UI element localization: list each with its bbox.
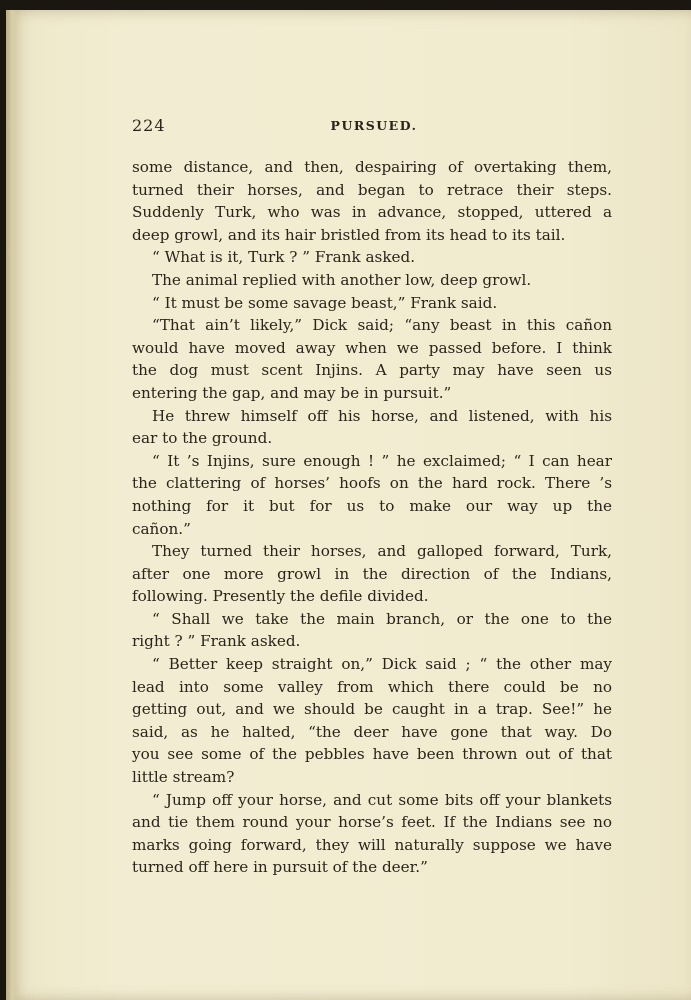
text-line: He threw himself off his horse, and listened, with his [152, 406, 612, 425]
page-number: 224 [132, 116, 166, 135]
text-line: the clattering of horses’ hoofs on the hard rock. There ’s [132, 474, 612, 493]
text-line: right ? ” Frank asked. [132, 632, 301, 651]
text-line: The animal replied with another low, deep growl. [152, 270, 532, 289]
text-line: turned off here in pursuit of the deer.” [132, 858, 428, 877]
text-line: “ It ’s Injins, sure enough ! ” he exclaimed; “ I can hear [152, 451, 612, 470]
text-line: turned their horses, and began to retrace their steps. [132, 180, 612, 199]
text-line: would have moved away when we passed before. I think [132, 338, 612, 357]
text-line: little stream? [132, 768, 235, 787]
text-line: nothing for it but for us to make our way up the [132, 496, 612, 515]
running-title: PURSUED. [330, 118, 418, 133]
text-line: “ It must be some savage beast,” Frank said. [152, 293, 498, 312]
text-line: said, as he halted, “the deer have gone that way. Do [132, 722, 612, 741]
text-line: They turned their horses, and galloped forward, Turk, [152, 542, 612, 561]
text-line: “ Shall we take the main branch, or the one to the [152, 609, 612, 628]
text-line: you see some of the pebbles have been thrown out of that [132, 745, 612, 764]
text-line: lead into some valley from which there could be no [132, 677, 612, 696]
text-line: Suddenly Turk, who was in advance, stopped, uttered a [132, 203, 612, 222]
body-text [132, 156, 612, 879]
text-line: deep growl, and its hair bristled from its head to its tail. [132, 225, 566, 244]
text-line: ear to the ground. [132, 429, 273, 448]
page-gutter-edge [6, 10, 18, 1000]
text-line: entering the gap, and may be in pursuit.” [132, 383, 452, 402]
text-line: cañon.” [132, 519, 191, 538]
text-line: marks going forward, they will naturally suppose we have [132, 835, 612, 854]
text-line: the dog must scent Injins. A party may have seen us [132, 361, 612, 380]
text-line: “ Jump off your horse, and cut some bits off your blankets [152, 790, 612, 809]
text-line: “That ain’t likely,” Dick said; “any beast in this cañon [152, 316, 612, 335]
text-line: getting out, and we should be caught in a trap. See!” he [132, 700, 612, 719]
text-line: “ Better keep straight on,” Dick said ; “ the other may [152, 655, 612, 674]
text-line: “ What is it, Turk ? ” Frank asked. [152, 248, 416, 267]
book-page [6, 10, 691, 1000]
text-line: after one more growl in the direction of the Indians, [132, 564, 612, 583]
text-line: following. Presently the defile divided. [132, 587, 429, 606]
running-head [132, 116, 616, 140]
text-line: and tie them round your horse’s feet. If the Indians see no [132, 813, 612, 832]
text-line: some distance, and then, despairing of overtaking them, [132, 158, 612, 176]
